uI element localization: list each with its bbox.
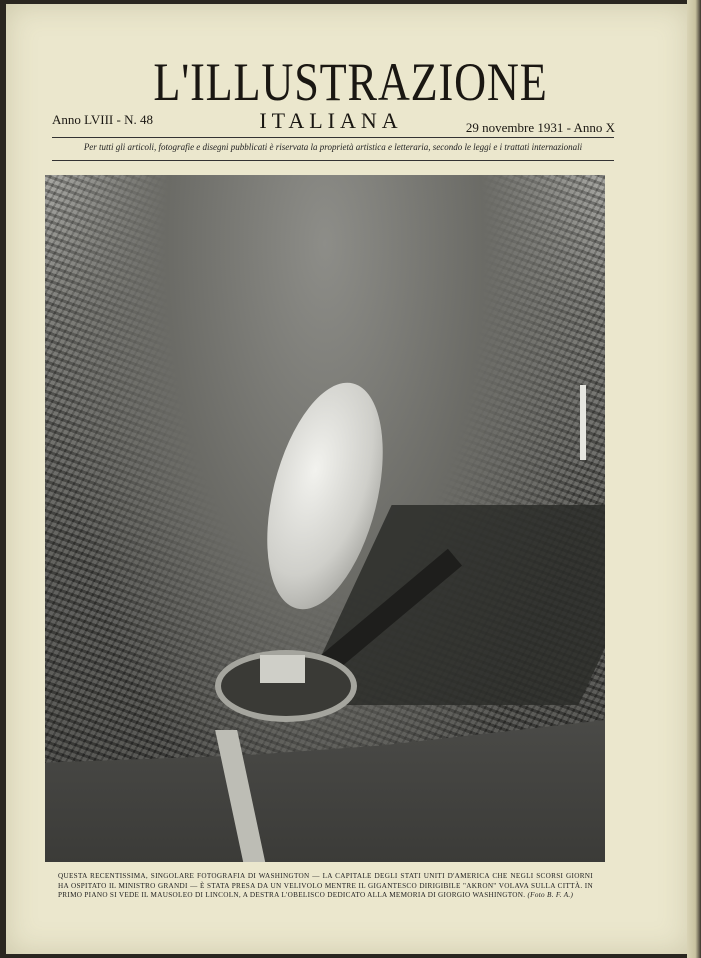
issue-number: Anno LVIII - N. 48 xyxy=(52,112,153,127)
aerial-photograph xyxy=(45,175,605,862)
masthead-subtitle: ITALIANA xyxy=(259,108,403,133)
page-edge xyxy=(687,0,701,958)
lincoln-memorial xyxy=(260,655,305,683)
river xyxy=(45,720,605,862)
photo-caption xyxy=(58,872,593,901)
copyright-notice: Per tutti gli articoli, fotografie e disegni pubblicati è riservata la proprietà artistica e letteraria, secondo le leggi e i trattati internazionali xyxy=(83,142,583,152)
divider xyxy=(52,137,614,138)
masthead-title: L'ILLUSTRAZIONE xyxy=(153,52,548,112)
issue-date: 29 novembre 1931 - Anno X xyxy=(465,120,615,135)
photo-credit: (Foto B. F. A.) xyxy=(527,891,574,899)
washington-monument xyxy=(580,385,586,460)
caption-text: QUESTA RECENTISSIMA, SINGOLARE FOTOGRAFIA DI WASHINGTON — LA CAPITALE DEGLI STATI UNITI D'AMERICA CHE NEGLI SCORSI GIORNI HA OSPITATO IL MINISTRO GRANDI — È STATA PRESA DA UN VELIVOLO MENTRE IL GIGANTESCO DIRIGIBILE "AKRON" VOLAVA SULLA CITTÀ. IN PRIMO PIANO SI VEDE IL MAUSOLEO DI LINCOLN, A DESTRA L'OBELISCO DEDICATO ALLA MEMORIA DI GIORGIO WASHINGTON. xyxy=(58,872,593,899)
divider xyxy=(52,160,614,161)
